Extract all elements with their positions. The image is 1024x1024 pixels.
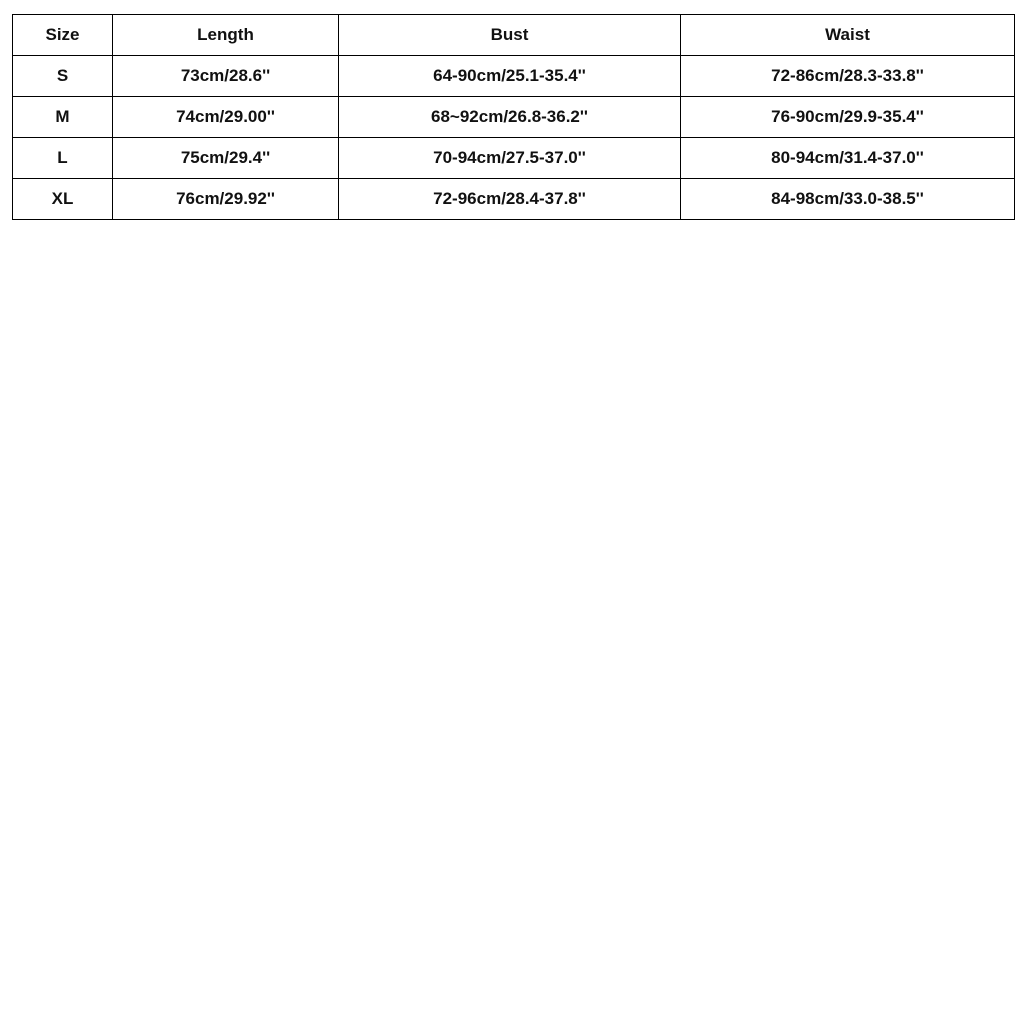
table-row (13, 56, 1015, 97)
header-waist: Waist (681, 15, 1015, 56)
table-row (13, 97, 1015, 138)
cell-bust: 72-96cm/28.4-37.8'' (339, 179, 681, 220)
cell-bust: 70-94cm/27.5-37.0'' (339, 138, 681, 179)
cell-length: 73cm/28.6'' (113, 56, 339, 97)
cell-length: 75cm/29.4'' (113, 138, 339, 179)
cell-waist: 84-98cm/33.0-38.5'' (681, 179, 1015, 220)
cell-waist: 76-90cm/29.9-35.4'' (681, 97, 1015, 138)
cell-bust: 64-90cm/25.1-35.4'' (339, 56, 681, 97)
table-row (13, 138, 1015, 179)
cell-size: L (13, 138, 113, 179)
header-length: Length (113, 15, 339, 56)
cell-length: 76cm/29.92'' (113, 179, 339, 220)
cell-size: S (13, 56, 113, 97)
header-bust: Bust (339, 15, 681, 56)
table-header-row (13, 15, 1015, 56)
header-size: Size (13, 15, 113, 56)
cell-waist: 80-94cm/31.4-37.0'' (681, 138, 1015, 179)
cell-waist: 72-86cm/28.3-33.8'' (681, 56, 1015, 97)
cell-bust: 68~92cm/26.8-36.2'' (339, 97, 681, 138)
cell-length: 74cm/29.00'' (113, 97, 339, 138)
table-row (13, 179, 1015, 220)
cell-size: XL (13, 179, 113, 220)
cell-size: M (13, 97, 113, 138)
size-chart-table (12, 14, 1015, 220)
